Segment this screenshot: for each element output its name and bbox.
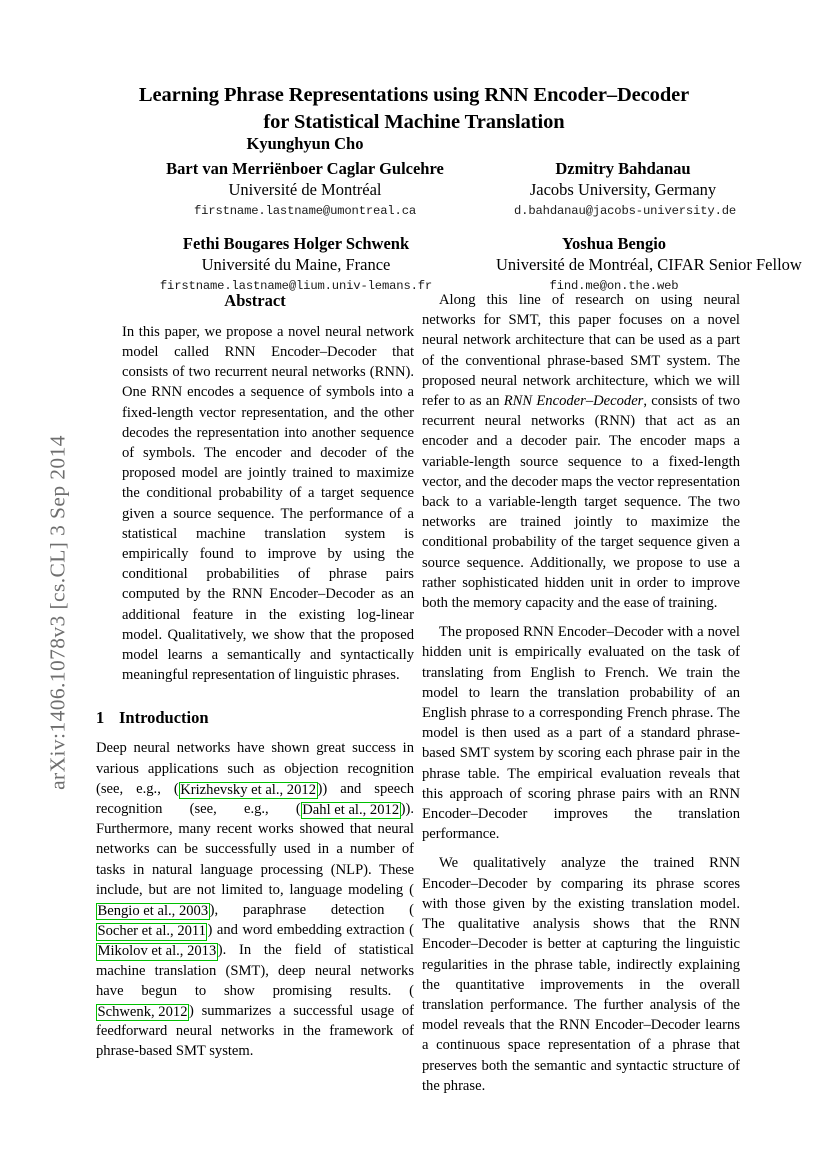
abstract-heading: Abstract bbox=[224, 291, 286, 310]
author-group-bengio bbox=[496, 233, 802, 295]
author-names-bahdanau: Dzmitry Bahdanau bbox=[555, 159, 691, 178]
right-par1-seg-1: Along this line of research on using neural networks for SMT, this paper focuses on a novel neural network architecture that can be used as a part of the conventional phrase-based SMT system. The proposed neural network architecture, which we will refer to as an bbox=[422, 292, 740, 410]
citation-dahl-2012[interactable]: Dahl et al., 2012 bbox=[302, 801, 400, 818]
paper-title-line-2: for Statistical Machine Translation bbox=[263, 110, 565, 133]
section-heading-introduction bbox=[96, 707, 414, 730]
intro-text-seg-1: Deep neural networks have shown great success in various applications such as objection recognition (see, e.g., ( bbox=[96, 740, 414, 797]
author-email-montreal: firstname.lastname@umontreal.ca bbox=[193, 203, 417, 218]
author-names-bengio: Yoshua Bengio bbox=[561, 234, 667, 253]
right-paragraph-2: The proposed RNN Encoder–Decoder with a novel hidden unit is empirically evaluated on the task of translating from English to French. We train the model to learn the translation probability of an English phrase to a corresponding French phrase. The model is then used as a part of a standard phrase-based SMT system by scoring each phrase pair in the phrase table. The empirical evaluation reveals that this approach of scoring phrase pairs with an RNN Encoder–Decoder improves the translation performance. bbox=[422, 624, 740, 843]
page-title bbox=[96, 82, 732, 135]
intro-text-seg-7: ) summarizes a successful usage of feedforward neural networks in the framework of phrase-based SMT system. bbox=[96, 1002, 414, 1060]
right-column bbox=[422, 290, 740, 1105]
left-column bbox=[96, 290, 414, 1071]
section-title: Introduction bbox=[119, 707, 209, 727]
author-affiliation-jacobs: Jacobs University, Germany bbox=[529, 180, 717, 200]
citation-socher-2011[interactable]: Socher et al., 2011 bbox=[97, 923, 206, 940]
author-affiliation-lium: Université du Maine, France bbox=[201, 255, 391, 275]
intro-paragraph-1 bbox=[96, 738, 414, 1061]
author-email-bahdanau: d.bahdanau@jacobs-university.de bbox=[514, 203, 737, 218]
intro-text-seg-3: )). Furthermore, many recent works showed that neural networks can be successfully used in a number of tasks in natural language processing (NLP). These include, but are not limited to, language modeling ( bbox=[96, 800, 414, 898]
citation-krizhevsky-2012[interactable]: Krizhevsky et al., 2012 bbox=[180, 781, 316, 798]
citation-schwenk-2012[interactable]: Schwenk, 2012 bbox=[97, 1003, 188, 1020]
citation-mikolov-2013[interactable]: Mikolov et al., 2013 bbox=[97, 943, 217, 960]
right-paragraph-1 bbox=[422, 290, 740, 613]
right-par1-seg-2: , consists of two recurrent neural networks (RNN) that act as an encoder and a decoder pair. The encoder maps a variable-length source sequence to a fixed-length vector, and the decoder maps the vector representation back to a variable-length target sequence. The two networks are trained jointly to maximize the conditional probability of the target sequence given a source sequence. Additionally, we propose to use a rather sophisticated hidden unit in order to improve both the memory capacity and the ease of training. bbox=[422, 393, 740, 612]
right-paragraph-3: We qualitatively analyze the trained RNN Encoder–Decoder by comparing its phrase scores with those given by the existing translation model. The qualitative analysis shows that the RNN Encoder–Decoder is better at capturing the linguistic regularities in the phrase table, indirectly explaining the quantitative improvements in the overall translation performance. The further analysis of the model reveals that the RNN Encoder–Decoder learns a continuous space representation of a phrase that preserves both the semantic and syntactic structure of the phrase. bbox=[422, 855, 740, 1094]
author-affiliation-montreal: Université de Montréal bbox=[228, 180, 382, 200]
abstract-body: In this paper, we propose a novel neural network model called RNN Encoder–Decoder that consists of two recurrent neural networks (RNN). One RNN encodes a sequence of symbols into a fixed-length vector representation, and the other decodes the representation into another sequence of symbols. The encoder and decoder of the proposed model are jointly trained to maximize the conditional probability of a target sequence given a source sequence. The performance of a statistical machine translation system is empirically found to improve by using the conditional probabilities of phrase pairs computed by the RNN Encoder–Decoder as an additional feature in the existing log-linear model. Qualitatively, we show that the proposed model learns a semantically and syntactically meaningful representation of linguistic phrases. bbox=[122, 323, 414, 684]
intro-text-seg-4: ), paraphrase detection ( bbox=[209, 901, 414, 918]
emphasis-rnn-encoder-decoder: RNN Encoder–Decoder bbox=[503, 393, 644, 410]
intro-text-seg-6: ). In the field of statistical machine translation (SMT), deep neural networks have begun to show promising results. ( bbox=[96, 942, 414, 999]
intro-text-seg-2: )) and speech recognition (see, e.g., ( bbox=[96, 780, 414, 817]
author-group-cho bbox=[96, 133, 514, 154]
arxiv-identifier-stamp: arXiv:1406.1078v3 [cs.CL] 3 Sep 2014 bbox=[45, 435, 70, 790]
author-group-jacobs bbox=[514, 158, 737, 220]
author-email-lium: firstname.lastname@lium.univ-lemans.fr bbox=[159, 278, 433, 293]
author-email-bengio: find.me@on.the.web bbox=[549, 278, 679, 293]
author-names-cho: Kyunghyun Cho bbox=[246, 134, 364, 153]
author-affiliation-bengio: Université de Montréal, CIFAR Senior Fellow bbox=[496, 255, 802, 275]
citation-bengio-2003[interactable]: Bengio et al., 2003 bbox=[97, 902, 209, 919]
author-group-montreal bbox=[96, 158, 514, 220]
section-number: 1 bbox=[96, 707, 105, 727]
author-names-lium: Fethi Bougares Holger Schwenk bbox=[182, 234, 410, 253]
author-names-montreal: Bart van Merriënboer Caglar Gulcehre bbox=[166, 159, 444, 178]
intro-text-seg-5: ) and word embedding extraction ( bbox=[207, 922, 414, 939]
paper-title-line-1: Learning Phrase Representations using RNN Encoder–Decoder bbox=[138, 84, 690, 106]
author-group-lium bbox=[96, 233, 496, 295]
